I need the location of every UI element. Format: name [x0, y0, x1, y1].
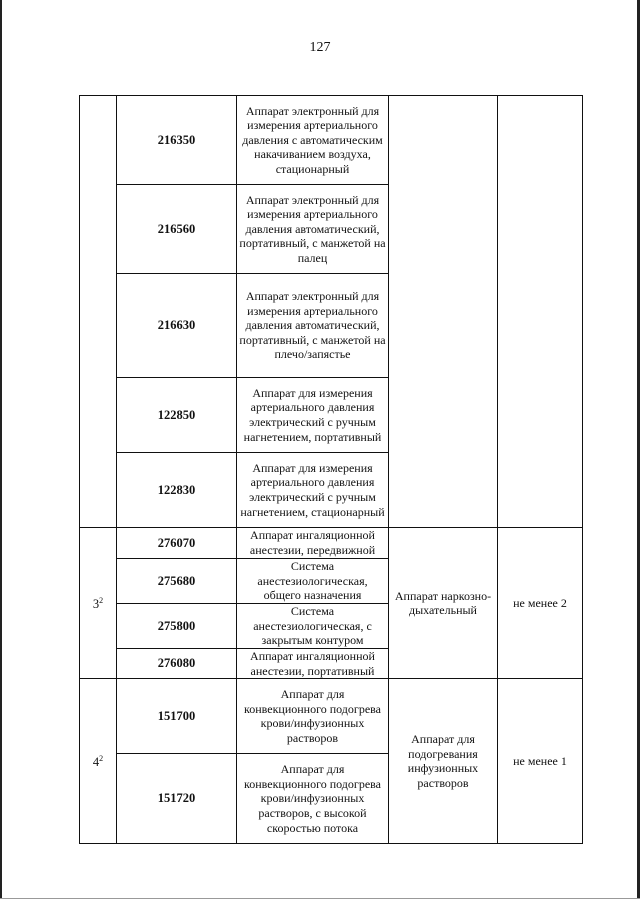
item-name: Аппарат ингаляционной анестезии, портативный [237, 649, 389, 679]
item-code: 275800 [117, 604, 237, 649]
table-row [80, 96, 583, 185]
item-code: 151720 [117, 754, 237, 844]
item-name: Система анестезиологическая, общего назначения [237, 559, 389, 604]
device-type-cell [389, 96, 498, 528]
row-number-cell [80, 96, 117, 528]
item-code: 276080 [117, 649, 237, 679]
item-code: 122850 [117, 378, 237, 453]
item-name: Аппарат для конвекционного подогрева крови/инфузионных растворов [237, 679, 389, 754]
item-code: 216630 [117, 274, 237, 378]
scan-edge-left [0, 0, 2, 905]
row-number-cell: $3^2$ [80, 528, 117, 679]
item-code: 151700 [117, 679, 237, 754]
item-code: 216560 [117, 185, 237, 274]
item-name: Аппарат ингаляционной анестезии, передвижной [237, 528, 389, 559]
item-name: Аппарат для конвекционного подогрева крови/инфузионных растворов, с высокой скоростью потока [237, 754, 389, 844]
quantity-cell [498, 96, 583, 528]
table-row [80, 679, 583, 754]
item-code: 275680 [117, 559, 237, 604]
device-type-cell: Аппарат наркозно-дыхательный [389, 528, 498, 679]
item-code: 216350 [117, 96, 237, 185]
item-name: Аппарат электронный для измерения артериального давления автоматический, портативный, с манжетой на палец [237, 185, 389, 274]
item-code: 276070 [117, 528, 237, 559]
item-name: Аппарат для измерения артериального давления электрический с ручным нагнетением, стационарный [237, 453, 389, 528]
page-number: 127 [309, 40, 331, 55]
device-type-cell: Аппарат для подогревания инфузионных растворов [389, 679, 498, 844]
table-row [80, 528, 583, 559]
item-name: Аппарат для измерения артериального давления электрический с ручным нагнетением, портативный [237, 378, 389, 453]
item-name: Аппарат электронный для измерения артериального давления автоматический, портативный, с манжетой на плечо/запястье [237, 274, 389, 378]
quantity-cell: не менее 1 [498, 679, 583, 844]
equipment-table [79, 95, 583, 844]
item-name: Система анестезиологическая, с закрытым контуром [237, 604, 389, 649]
item-name: Аппарат электронный для измерения артериального давления с автоматическим накачиванием воздуха, стационарный [237, 96, 389, 185]
quantity-cell: не менее 2 [498, 528, 583, 679]
item-code: 122830 [117, 453, 237, 528]
row-number-cell: $4^2$ [80, 679, 117, 844]
